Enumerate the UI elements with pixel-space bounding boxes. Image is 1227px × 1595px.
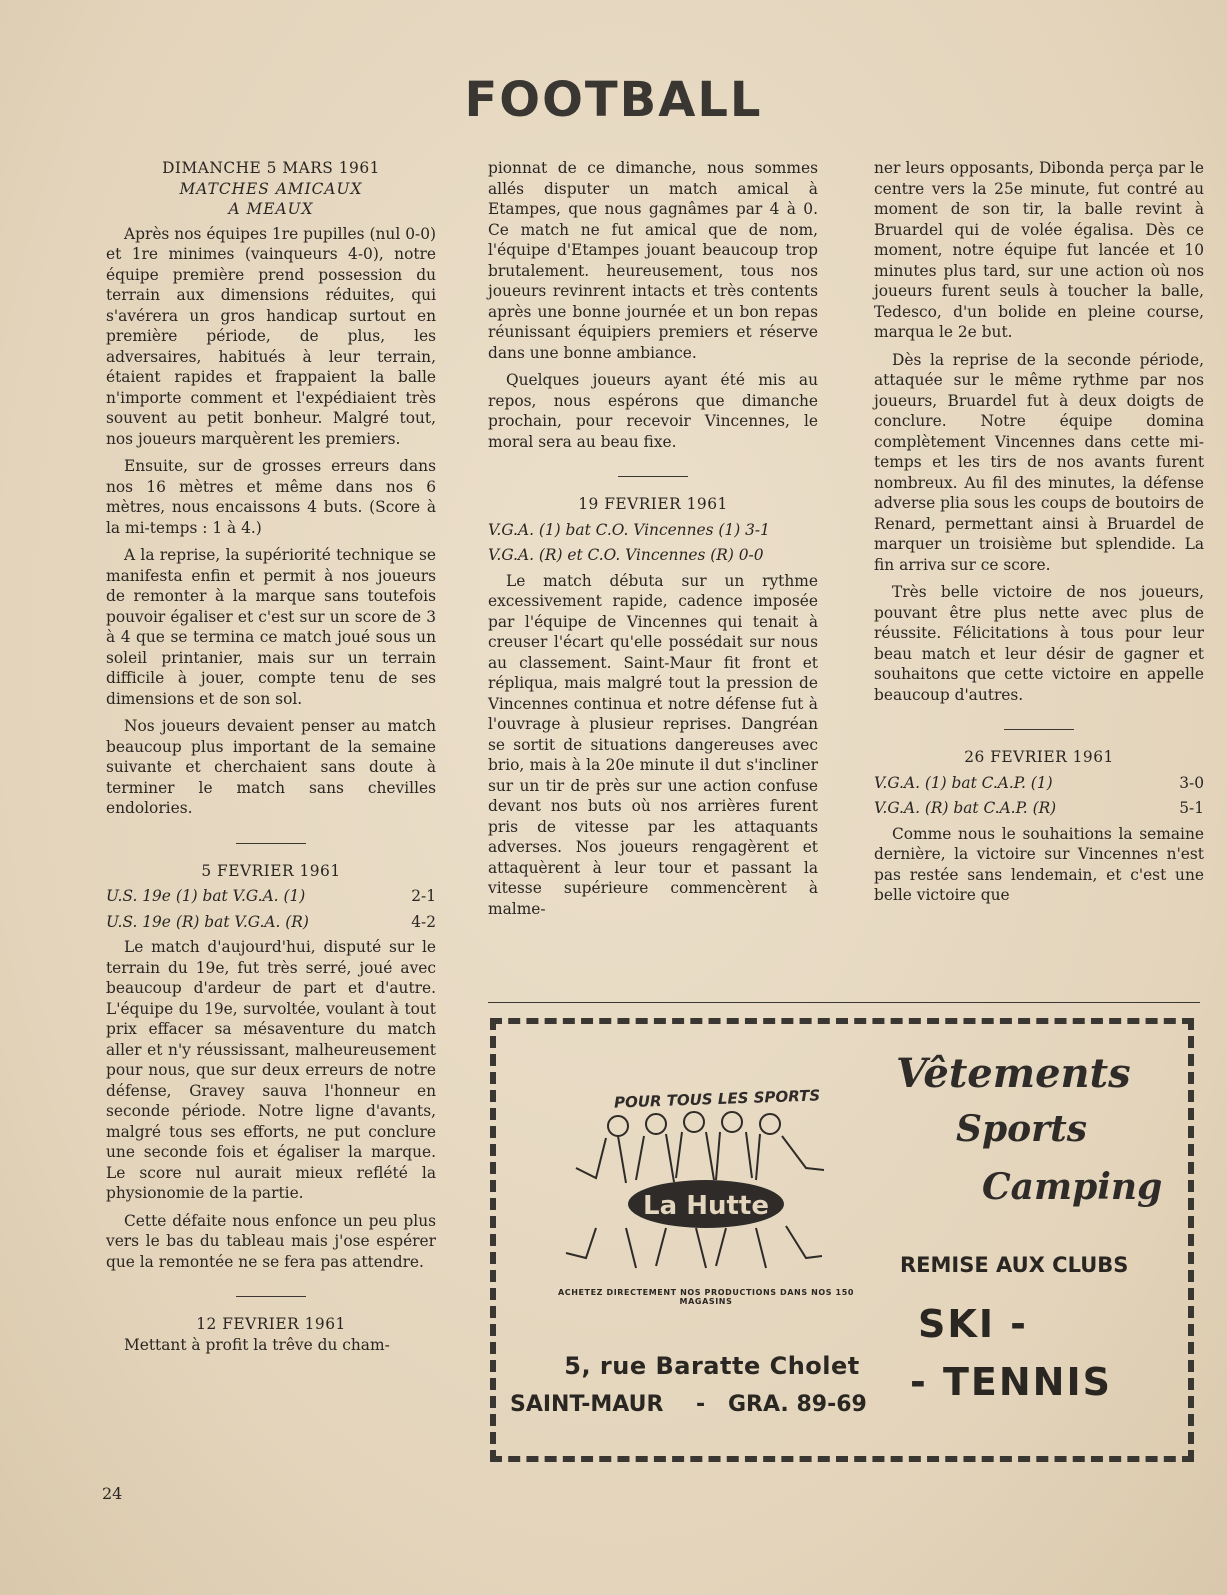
section-subtitle: MATCHES AMICAUX <box>179 179 363 198</box>
result-text: U.S. 19e (1) bat V.G.A. (1) <box>106 887 306 905</box>
paragraph: Le match débuta sur un rythme excessivement rapide, cadence imposée par l'équipe de Vincennes qui tenait à creuser l'écart qu'elle possédait sur nous au classement. Saint-Maur fit front et répliqua, mais malgré tout la pression de Vincennes continua et notre défense fut à l'ouvrage à plusieur reprises. Dangréan se sortit de situations dangereuses avec brio, mais à la 20e minute il dut s'incliner sur un tir de près sur une action confuse devant nos buts où nos arrières furent pris de vitesse par les attaquants adverses. Nos joueurs rengagèrent et attaquèrent à leur tour et passant la vitesse supérieure commencèrent à malme- <box>488 571 818 918</box>
section-date: 5 FEVRIER 1961 <box>201 861 341 880</box>
horizontal-rule <box>488 1002 1200 1003</box>
result-line <box>488 520 818 541</box>
result-text: V.G.A. (R) bat C.A.P. (R) <box>874 799 1057 817</box>
ad-remise: REMISE AUX CLUBS <box>900 1253 1129 1277</box>
ad-tagline: POUR TOUS LES SPORTS <box>613 1086 821 1112</box>
ad-city: SAINT-MAUR <box>510 1392 664 1417</box>
paragraph: Nos joueurs devaient penser au match beaucoup plus important de la semaine suivante et cherchaient sans doute à terminer le match sans chevilles endolories. <box>106 717 436 817</box>
paragraph: Mettant à profit la trêve du cham- <box>124 1335 390 1354</box>
paragraph: Ensuite, sur de grosses erreurs dans nos 16 mètres et même dans nos 6 mètres, nous encaissons 4 buts. (Score à la mi-temps : 1 à 4.) <box>106 457 436 537</box>
result-text: V.G.A. (1) bat C.O. Vincennes (1) 3-1 <box>488 520 770 539</box>
section-date: 19 FEVRIER 1961 <box>578 495 728 513</box>
ad-address: 5, rue Baratte Cholet <box>564 1352 860 1380</box>
paragraph: Quelques joueurs ayant été mis au repos, nous espérons que dimanche prochain, pour recevoir Vincennes, le moral sera au beau fixe. <box>488 371 818 451</box>
result-text: U.S. 19e (R) bat V.G.A. (R) <box>106 912 309 931</box>
ad-ski: SKI - <box>918 1302 1028 1346</box>
section-date: 26 FEVRIER 1961 <box>964 748 1114 766</box>
paragraph: Dès la reprise de la seconde période, attaquée sur le même rythme par nos joueurs, Bruardel fut à deux doigts de conclure. Notre équipe domina complètement Vincennes dans cette mi-temps et les tirs de nos avants furent nombreux. Au fil des minutes, la défense adverse plia sous les coups de boutoirs de Renard, permettant ainsi à Bruardel de marquer un troisième but splendide. La fin arriva sur ce score. <box>874 350 1204 574</box>
divider <box>1004 729 1074 730</box>
result-score: 2-1 <box>411 887 436 905</box>
ad-line-vetements: Vêtements <box>896 1050 1131 1097</box>
result-text: V.G.A. (1) bat C.A.P. (1) <box>874 773 1053 792</box>
paragraph: Comme nous le souhaitions la semaine dernière, la victoire sur Vincennes n'est pas restée sans lendemain, et c'est une belle victoire que <box>874 824 1204 904</box>
section-subtitle: A MEAUX <box>228 200 314 218</box>
ad-line-sports: Sports <box>956 1108 1088 1150</box>
result-score: 5-1 <box>1179 799 1204 817</box>
paragraph: Le match d'aujourd'hui, disputé sur le terrain du 19e, fut très serré, joué avec beaucoup d'ardeur de part et d'autre. L'équipe du 19e, survoltée, voulant à tout prix effacer sa mésaventure du match aller et n'y réussissant, malheureusement pour nous, que sur deux erreurs de notre défense, Gravey sauva l'honneur en seconde période. Notre ligne d'avants, malgré tous ses efforts, ne put conclure une seconde fois et égaliser la marque. Le score nul aurait mieux reflété la physionomie de la partie. <box>106 938 436 1202</box>
brand-name: La Hutte <box>643 1191 769 1221</box>
divider <box>236 843 306 844</box>
paragraph: pionnat de ce dimanche, nous sommes allés disputer un match amical à Etampes, que nous gagnâmes par 4 à 0. Ce match ne fut amical que de nom, l'équipe d'Etampes jouant beaucoup trop brutalement. heureusement, tous nos joueurs revinrent intacts et très contents après une bonne journée et un bon repas réunissant équipiers premiers et réserve dans une bonne ambiance. <box>488 159 818 362</box>
ad-phone: GRA. 89-69 <box>728 1392 867 1417</box>
paragraph: Très belle victoire de nos joueurs, pouvant être plus nette avec plus de réussite. Félicitations à tous pour leur beau match et leur désir de gagner et souhaitons que cette victoire en appelle beaucoup d'autres. <box>874 583 1204 704</box>
result-score: 4-2 <box>411 912 436 931</box>
result-line <box>488 545 818 566</box>
ad-tennis: - TENNIS <box>910 1360 1112 1404</box>
runners-illustration <box>556 1108 856 1280</box>
ad-fine-print: ACHETEZ DIRECTEMENT NOS PRODUCTIONS DANS NOS 150 MAGASINS <box>557 1288 855 1306</box>
divider <box>236 1296 306 1297</box>
page-number: 24 <box>102 1484 123 1503</box>
result-line <box>106 886 436 907</box>
paragraph: A la reprise, la supériorité technique se manifesta enfin et permit à nos joueurs de remonter à la marque sans toutefois pouvoir égaliser et c'est sur un score de 3 à 4 que se termina ce match joué sous un soleil printanier, mais sur un terrain difficile à jouer, compte tenu de ses dimensions et de son sol. <box>106 546 436 708</box>
divider <box>618 476 688 477</box>
paragraph: ner leurs opposants, Dibonda perça par le centre vers la 25e minute, fut contré au moment de son tir, la balle revint à Bruardel qui de volée égalisa. Dès ce moment, notre équipe fut lancée et 10 minutes plus tard, sur une action où nos joueurs furent seuls à toucher la balle, Tedesco, d'un bolide en pleine course, marqua le 2e but. <box>874 159 1204 341</box>
result-line <box>874 773 1204 794</box>
column-1 <box>106 158 436 1362</box>
paragraph: Cette défaite nous enfonce un peu plus vers le bas du tableau mais j'ose espérer que la remontée ne se fera pas attendre. <box>106 1211 436 1271</box>
result-line <box>106 912 436 933</box>
result-text: V.G.A. (R) et C.O. Vincennes (R) 0-0 <box>488 546 764 564</box>
ad-separator: - <box>696 1392 706 1417</box>
page-title: FOOTBALL <box>464 72 763 128</box>
column-2 <box>488 158 818 926</box>
ad-line-camping: Camping <box>982 1166 1163 1208</box>
result-line <box>874 798 1204 819</box>
paragraph: Après nos équipes 1re pupilles (nul 0-0) et 1re minimes (vainqueurs 4-0), notre équipe première prend possession du terrain aux dimensions réduites, qui s'avérera un gros handicap surtout en première période, de plus, les adversaires, habitués à leur terrain, étaient rapides et frappaient la balle n'importe comment et l'expédiaient très souvent au petit bonheur. Malgré tout, nos joueurs marquèrent les premiers. <box>106 224 436 448</box>
section-date: DIMANCHE 5 MARS 1961 <box>162 159 380 177</box>
result-score: 3-0 <box>1179 773 1204 792</box>
section-date: 12 FEVRIER 1961 <box>196 1315 346 1333</box>
column-3 <box>874 158 1204 913</box>
advertisement <box>490 1018 1194 1462</box>
